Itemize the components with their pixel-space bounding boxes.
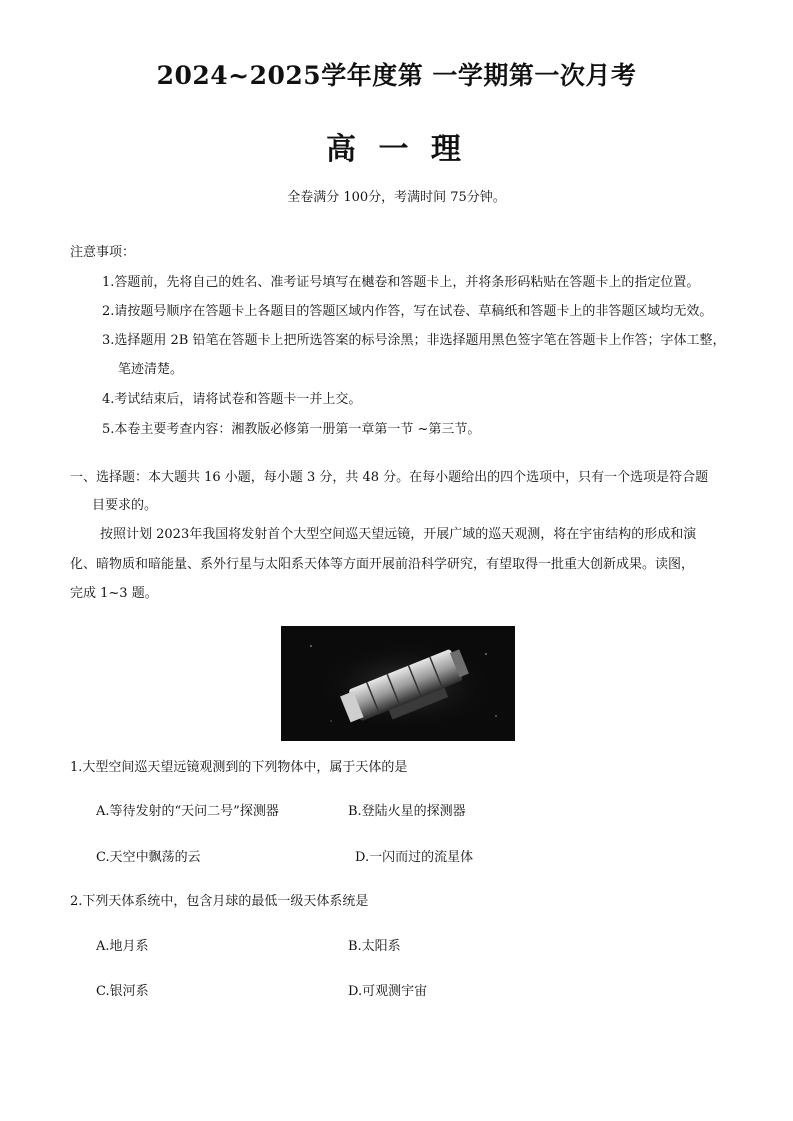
exam-title: 2024~2025学年度第 一学期第一次月考 — [156, 61, 637, 90]
passage-line-2: 化、暗物质和暗能量、系外行星与太阳系天体等方面开展前沿科学研究，有望取得一批重大创新成果。读图， — [70, 557, 695, 572]
note-item-3: 3.选择题用 2B 铅笔在答题卡上把所选答案的标号涂黑；非选择题用黑色签字笔在答题卡上作答；字体工整， — [102, 333, 726, 348]
note-item-3-cont: 笔迹清楚。 — [118, 362, 184, 377]
notes-heading: 注意事项： — [70, 245, 136, 260]
question-2-option-d: D.可观测宇宙 — [348, 984, 428, 999]
note-item-1: 1.答题前，先将自己的姓名、准考证号填写在樾卷和答题卡上，并将条形码粘贴在答题卡上的指定位置。 — [102, 275, 700, 290]
section-heading-cont: 目要求的。 — [92, 498, 158, 513]
question-1-option-d: D.一闪而过的流星体 — [355, 850, 474, 865]
question-1-option-b: B.登陆火星的探测器 — [348, 804, 466, 819]
question-1-option-c: C.天空中飘荡的云 — [96, 850, 201, 865]
passage-line-1: 按照计划 2023年我国将发射首个大型空间巡天望远镜，开展广域的巡天观测，将在宇宙结构的形成和演 — [100, 527, 697, 542]
question-2-option-b: B.太阳系 — [348, 939, 401, 954]
note-item-5: 5.本卷主要考查内容：湘教版必修第一册第一章第一节 ~第三节。 — [102, 422, 481, 437]
subject-title: 高 一 理 — [326, 132, 467, 167]
question-1-option-a: A.等待发射的“天问二号”探测器 — [96, 804, 279, 819]
question-2-option-a: A.地月系 — [96, 939, 149, 954]
question-2-stem: 2.下列天体系统中，包含月球的最低一级天体系统是 — [70, 894, 369, 909]
passage-line-3: 完成 1~3 题。 — [70, 586, 158, 601]
note-item-2: 2.请按题号顺序在答题卡上各题目的答题区域内作答，写在试卷、草稿纸和答题卡上的非答题区域均无效。 — [102, 304, 713, 319]
note-item-4: 4.考试结束后，请将试卷和答题卡一并上交。 — [102, 392, 362, 407]
question-2-option-c: C.银河系 — [96, 984, 149, 999]
exam-info: 全卷满分 100分，考满时间 75分钟。 — [287, 190, 506, 205]
question-1-stem: 1.大型空间巡天望远镜观测到的下列物体中，属于天体的是 — [70, 760, 408, 775]
telescope-image — [281, 626, 515, 741]
section-heading: 一、选择题：本大题共 16 小题，每小题 3 分，共 48 分。在每小题给出的四个选项中，只有一个选项是符合题 — [70, 470, 709, 485]
